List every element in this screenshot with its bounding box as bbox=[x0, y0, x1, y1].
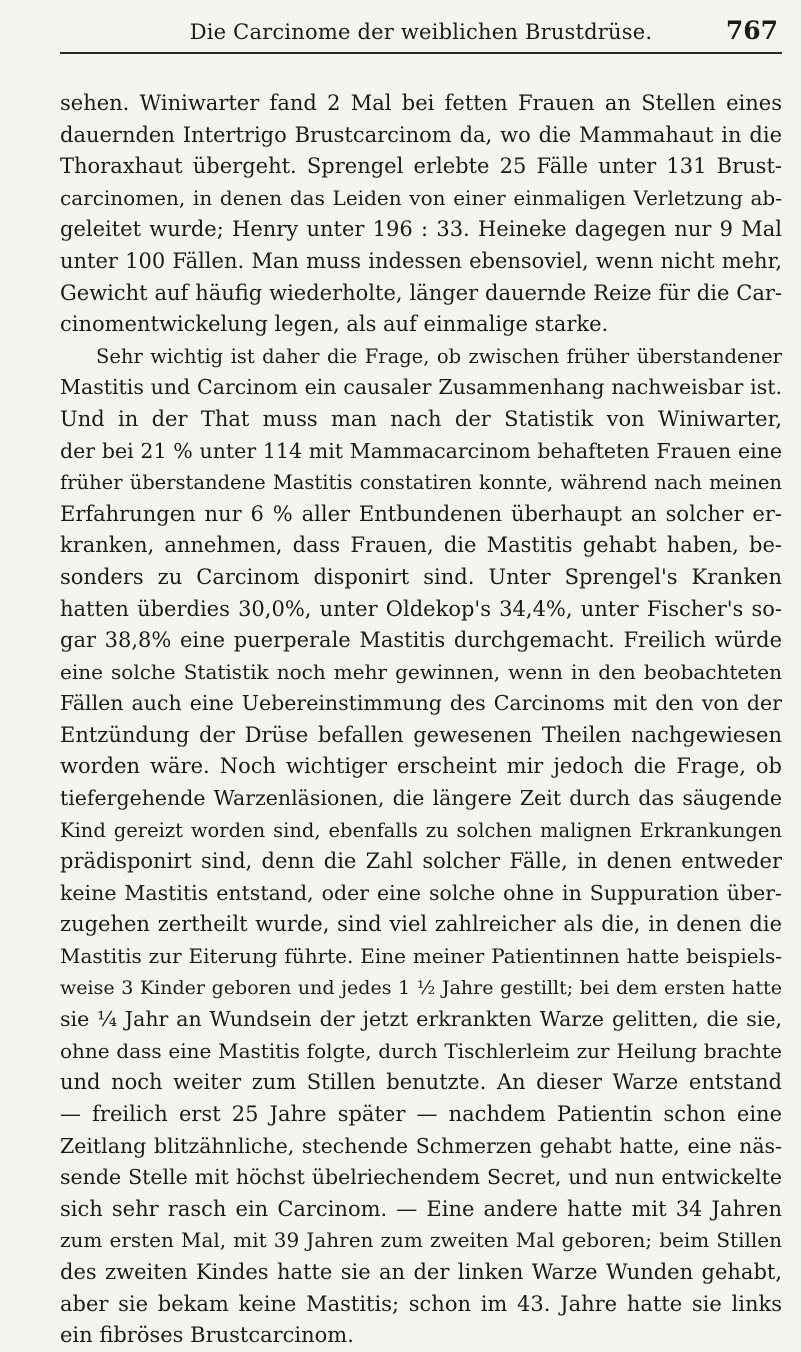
text-line: Gewicht auf häufig wiederholte, länger dauernde Reize für die Car- bbox=[60, 280, 782, 305]
running-title: Die Carcinome der weiblichen Brustdrüse. bbox=[189, 20, 653, 44]
text-line: hatten überdies 30,0%, unter Oldekop's 34,4%, unter Fischer's so- bbox=[60, 596, 782, 621]
page-number: 767 bbox=[725, 16, 778, 45]
text-line: Mastitis und Carcinom ein causaler Zusammenhang nachweisbar ist. bbox=[60, 375, 782, 400]
text-line: zugehen zertheilt wurde, sind viel zahlreicher als die, in denen die bbox=[60, 912, 782, 937]
text-line: sonders zu Carcinom disponirt sind. Unter Sprengel's Kranken bbox=[60, 564, 782, 589]
text-line: der bei 21 % unter 114 mit Mammacarcinom behafteten Frauen eine bbox=[60, 438, 782, 463]
page-header bbox=[60, 14, 782, 54]
text-line: dauernden Intertrigo Brustcarcinom da, wo die Mammahaut in die bbox=[60, 122, 782, 147]
text-line: tiefergehende Warzenläsionen, die längere Zeit durch das säugende bbox=[60, 786, 782, 811]
text-line: Kind gereizt worden sind, ebenfalls zu solchen malignen Erkrankungen bbox=[60, 818, 782, 842]
text-line: sehen. Winiwarter fand 2 Mal bei fetten Frauen an Stellen eines bbox=[60, 91, 782, 115]
text-line: eine solche Statistik noch mehr gewinnen, wenn in den beobachteten bbox=[60, 659, 782, 684]
text-line: früher überstandene Mastitis constatiren konnte, während nach meinen bbox=[60, 471, 782, 495]
text-line: des zweiten Kindes hatte sie an der linken Warze Wunden gehabt, bbox=[60, 1259, 782, 1284]
text-line: Thoraxhaut übergeht. Sprengel erlebte 25 Fälle unter 131 Brust- bbox=[60, 154, 782, 179]
text-line: Fällen auch eine Uebereinstimmung des Carcinoms mit den von der bbox=[60, 691, 782, 716]
text-line: geleitet wurde; Henry unter 196 : 33. Heineke dagegen nur 9 Mal bbox=[60, 217, 782, 242]
text-line: Erfahrungen nur 6 % aller Entbundenen überhaupt an solcher er- bbox=[60, 501, 782, 526]
text-line: Entzündung der Drüse befallen gewesenen Theilen nachgewiesen bbox=[60, 722, 782, 747]
text-line: gar 38,8% eine puerperale Mastitis durchgemacht. Freilich würde bbox=[60, 628, 782, 653]
text-line: weise 3 Kinder geboren und jedes 1 ½ Jahre gestillt; bei dem ersten hatte bbox=[60, 976, 782, 999]
text-line: sie ¼ Jahr an Wundsein der jetzt erkrankten Warze gelitten, die sie, bbox=[60, 1007, 782, 1032]
text-line: sich sehr rasch ein Carcinom. — Eine andere hatte mit 34 Jahren bbox=[60, 1196, 782, 1221]
text-line: kranken, annehmen, dass Frauen, die Mastitis gehabt haben, be- bbox=[60, 533, 782, 558]
text-line: worden wäre. Noch wichtiger erscheint mir jedoch die Frage, ob bbox=[60, 754, 782, 779]
text-line: — freilich erst 25 Jahre später — nachdem Patientin schon eine bbox=[60, 1102, 782, 1126]
text-line: ohne dass eine Mastitis folgte, durch Tischlerleim zur Heilung brachte bbox=[60, 1038, 782, 1063]
header-rule bbox=[60, 52, 782, 54]
text-line: zum ersten Mal, mit 39 Jahren zum zweiten Mal geboren; beim Stillen bbox=[60, 1228, 782, 1253]
paragraph-end-line: ein fibröses Brustcarcinom. bbox=[60, 1323, 354, 1348]
body-text bbox=[60, 88, 782, 1352]
text-line: prädisponirt sind, denn die Zahl solcher Fälle, in denen entweder bbox=[60, 849, 782, 874]
text-line: aber sie bekam keine Mastitis; schon im 43. Jahre hatte sie links bbox=[60, 1291, 782, 1316]
text-line: Und in der That muss man nach der Statistik von Winiwarter, bbox=[60, 406, 782, 431]
text-line: sende Stelle mit höchst übelriechendem Secret, und nun entwickelte bbox=[60, 1165, 782, 1190]
text-line: keine Mastitis entstand, oder eine solche ohne in Suppuration über- bbox=[60, 880, 782, 905]
text-line: Mastitis zur Eiterung führte. Eine meiner Patientinnen hatte beispiels- bbox=[60, 944, 782, 969]
text-line: unter 100 Fällen. Man muss indessen ebensoviel, wenn nicht mehr, bbox=[60, 248, 782, 273]
text-line: carcinomen, in denen das Leiden von einer einmaligen Verletzung ab- bbox=[60, 185, 782, 210]
text-line: und noch weiter zum Stillen benutzte. An dieser Warze entstand bbox=[60, 1070, 782, 1095]
paragraph-start-line: Sehr wichtig ist daher die Frage, ob zwischen früher überstandener bbox=[96, 344, 782, 368]
paragraph-end-line: cinomentwickelung legen, als auf einmalige starke. bbox=[60, 312, 609, 337]
text-line: Zeitlang blitzähnliche, stechende Schmerzen gehabt hatte, eine näs- bbox=[60, 1133, 782, 1158]
